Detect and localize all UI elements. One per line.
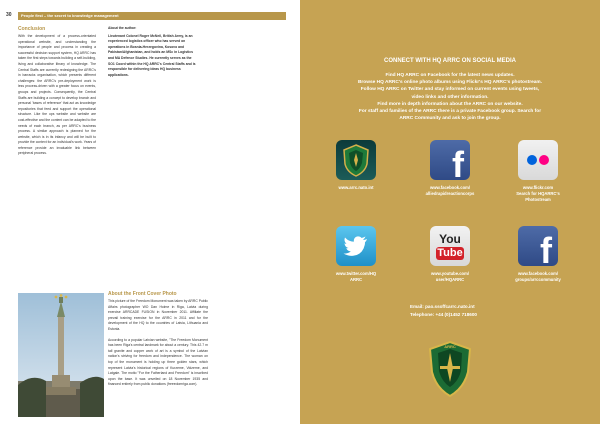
facebook-group-link[interactable] — [498, 226, 578, 283]
flickr-icon[interactable] — [518, 140, 558, 180]
phone-value: +44 (0)1452 718600 — [435, 311, 477, 317]
conclusion-heading: Conclusion — [18, 26, 46, 32]
contact-block — [410, 303, 590, 318]
twitter-icon[interactable] — [336, 226, 376, 266]
freedom-monument-photo — [18, 293, 104, 417]
website-url: www.arrc.nato.int — [338, 185, 374, 190]
website-link[interactable] — [316, 140, 396, 191]
author-text: Lieutenant Colonel Roger McNeil, British Army, is an experienced logistics officer who has served on operations in Bosnia-Herzegovina, Kosovo and Pakistan/Afghanistan, and holds an MSc in Logistics and MA Defence Studies. He currently serves as the SO1 Coord within the HQ ARRC's Central Staffs and is responsible for delivering ideas HQ business applications. — [108, 33, 196, 77]
youtube-icon[interactable]: You Tube — [430, 226, 470, 266]
emblem-motto: ARRC — [444, 344, 456, 350]
author-column — [108, 26, 196, 78]
facebook-icon[interactable]: f — [430, 140, 470, 180]
monument-illustration — [18, 293, 104, 417]
cover-photo-paragraph-2: According to a popular Latvian website, "The Freedom Monument has been Riga's central landmark for about a century. This 42.7 m tall granite and copper work of art is a symbol of the Latvian nation's striving for freedom and independence. The woman on top of the monument is holding up three golden stars, which represent Latvia's historical regions of Kurzeme, Vidzeme, and Latgale. The motto "For the Fatherland and Freedom" is inscribed upon the base. It was unveiled on 18 November 1935 and financed entirely from public donations (freeedomriga.com). — [108, 337, 208, 387]
intro-line: ARRC Community and ask to join the group. — [399, 116, 501, 122]
facebook-icon[interactable]: f — [518, 226, 558, 266]
email-value[interactable]: pao.ssoffcarrc.nato.int — [425, 304, 475, 309]
email-line — [410, 303, 590, 311]
facebook-page-link[interactable] — [410, 140, 490, 197]
conclusion-text: With the development of a process-orientated operational website, and understanding the importance of people and process in creating a successful decision support system, HQ ARRC has taken the first steps towards building a self-building, living and collaborative library of knowledge. The Central Staffs are currently redesigning the ARRC's in barracks organisation, which presents different challenges: the ARRC's pre-deployment work is less process-driven with a greater focus on events, groups and projects. Consequently, the Central Staffs are building a concept to develop branch and personal 'bases of reference' that act as knowledge repositories that feed and support the operational structure. Like the ops website and website are cost-effective and the content can be adapted to the needs of each branch, as per ARRC's business process. A similar approach is planned for the website, which is in its infancy and will be built to provide the context for an individual's work. Years of reference provide an invaluable link between peripheral process. — [18, 34, 96, 156]
page-number: 30 — [6, 12, 12, 18]
flickr-link[interactable] — [498, 140, 578, 203]
flickr-url: www.flickr.com Search for HQARRC's Photostream — [516, 185, 560, 202]
intro-line: Find more in depth information about the ARRC on our website. — [377, 101, 523, 107]
hq-arrc-shield-icon[interactable] — [336, 140, 376, 180]
intro-line: Follow HQ ARRC on Twitter and stay informed on current events using tweets, — [360, 87, 540, 93]
facebook-group-url: www.facebook.com/ groups/arrccommunity — [515, 271, 561, 282]
cover-photo-heading: About the Front Cover Photo — [108, 291, 177, 297]
social-media-title: CONNECT WITH HQ ARRC ON SOCIAL MEDIA — [384, 58, 516, 64]
right-page — [300, 0, 600, 424]
cover-photo-paragraph-1: This picture of the Freedom Monument was taken by ARRC Public Affairs photographer WO Dan Holme in Riga, Latvia during exercise ARRCADE FUSION in November 2011. Affiliate the prevail training exercise for the ARRC in 2011 and for the development of the HQ to the countries of Latvia, Lithuania and Estonia. — [108, 299, 208, 331]
arrc-emblem-icon — [426, 340, 474, 398]
youtube-link[interactable] — [410, 226, 490, 283]
facebook-url: www.facebook.com/ alliedrapidreactioncorps — [425, 185, 475, 196]
cover-photo-column — [108, 291, 208, 388]
header-title: People first – the secret to knowledge management — [21, 13, 119, 18]
author-heading: About the author: — [108, 26, 137, 30]
intro-line: Browse HQ ARRC's online photo albums using Flickr's HQ ARRC's photostream. — [357, 80, 543, 86]
twitter-link[interactable] — [316, 226, 396, 283]
conclusion-column — [18, 26, 96, 157]
youtube-url: www.youtube.com/ user/HQARRC — [430, 271, 469, 282]
phone-label: Telephone: — [410, 311, 435, 317]
header-bar — [18, 12, 286, 20]
intro-line: For staff and families of the ARRC there is a private Facebook group. Search for — [358, 109, 542, 115]
phone-line — [410, 311, 590, 319]
email-label: Email: — [410, 304, 424, 309]
intro-line: Find HQ ARRC on Facebook for the latest news updates. — [385, 73, 515, 78]
intro-line: video links and other information. — [411, 94, 489, 100]
twitter-url: www.twitter.com/HQ ARRC — [335, 271, 377, 282]
social-media-intro — [320, 72, 580, 122]
